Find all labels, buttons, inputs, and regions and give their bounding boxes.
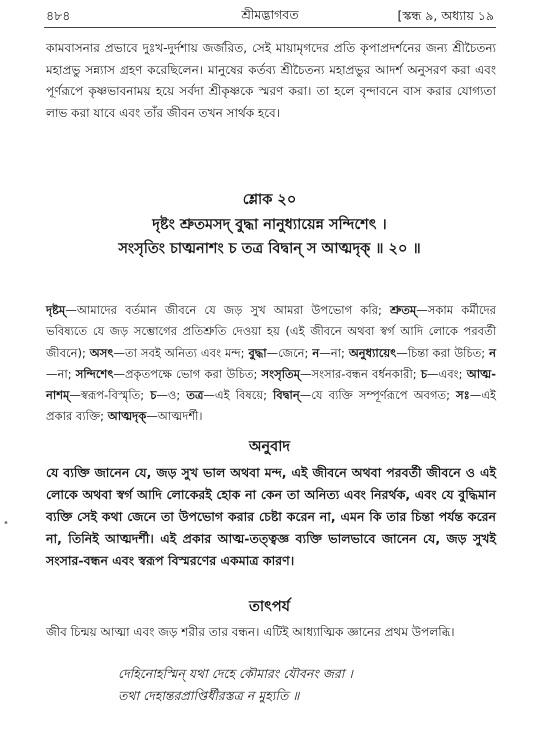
synonym-meaning: —সকাম কর্মীদের ভবিষ্যতে যে জড় সম্ভোগের প্রতিশ্রুতি দেওয়া হয় (এই জীবনে অথবা স্বর্গ আদি লোকে পরবর্তী জীবনে); xyxy=(46,303,496,360)
synonym-term: বিদ্বান্ xyxy=(273,388,300,403)
synonym-term: চ xyxy=(420,366,428,381)
synonym-meaning: —জেনে; xyxy=(266,345,313,360)
translation-heading: অনুবাদ xyxy=(248,439,291,455)
synonym-meaning: —সংসার-বন্ধন বর্ধনকারী; xyxy=(300,366,421,381)
quote-line-2: তথা দেহান্তরপ্রাপ্তির্ধীরস্তত্র ন মুহ্যতি ॥ xyxy=(118,688,300,703)
verse-line-1: দৃষ্টং শ্রুতমসদ্ বুদ্ধা নানুধ্যায়েন্ন সন্দিশেৎ । xyxy=(152,217,387,233)
synonym-meaning: —আমাদের বর্তমান জীবনে যে জড় সুখ আমরা উপভোগ করি; xyxy=(65,303,390,317)
purport-heading: তাৎপর্য xyxy=(248,599,291,615)
verse-line-2: সংসৃতিং চাত্মনাশং চ তত্র বিদ্বান্ স আত্মদৃক্ ॥ ২০ ॥ xyxy=(118,241,421,257)
synonym-term: আত্মদৃক্ xyxy=(107,409,147,424)
synonym-term: অসৎ xyxy=(89,345,114,360)
synonym-meaning: —ও; xyxy=(156,388,187,403)
header-divider xyxy=(44,27,496,28)
synonym-meaning: —না; xyxy=(46,366,76,381)
synonym-term: আত্ম-নাশম্ xyxy=(46,366,496,403)
synonym-meaning: —তা সবই অনিত্য এবং মন্দ; xyxy=(113,345,249,360)
synonym-term: ন xyxy=(312,345,320,360)
synonym-meaning: —এই প্রকার ব্যক্তি; xyxy=(46,388,497,424)
verse-title: শ্লোক ২০ xyxy=(242,192,297,208)
purport-text: জীব চিন্ময় আত্মা এবং জড় শরীর তার বন্ধন। এটিই আধ্যাত্মিক জ্ঞানের প্রথম উপলব্ধি। xyxy=(46,625,455,639)
quote-line-1: দেহিনোহস্মিন্ যথা দেহে কৌমারং যৌবনং জরা । xyxy=(118,666,353,681)
intro-paragraph: কামবাসনার প্রভাবে দুঃখ-দুর্দশায় জর্জরিত, সেই মায়ামৃগদের প্রতি কৃপাপ্রদর্শনের জন্য শ্রীচৈতন্য মহাপ্রভু সন্ন্যাস গ্রহণ করেছিলেন। মানুষের কর্তব্য শ্রীচৈতন্য মহাপ্রভুর আদর্শ অনুসরণ করা এবং পূর্ণরূপে কৃষ্ণভাবনাময় হয়ে সর্বদা শ্রীকৃষ্ণকে স্মরণ করা। তা হলে বৃন্দাবনে বাস করার যোগ্যতা লাভ করা যাবে এবং তাঁর জীবন তখন সার্থক হবে। xyxy=(46,41,496,120)
synonym-meaning: —না; xyxy=(319,345,349,360)
synonym-term: তত্র xyxy=(186,388,204,403)
translation-text: যে ব্যক্তি জানেন যে, জড় সুখ ভাল অথবা মন্দ, এই জীবনে অথবা পরবর্তী জীবনে ও এই লোকে অথবা স্বর্গ আদি লোকেরই হোক না কেন তা অনিত্য এবং নিরর্থক, এবং যে বুদ্ধিমান ব্যক্তি সেই কথা জেনে তা উপভোগ করার চেষ্টা করেন না, এমন কি তার চিন্তা পর্যন্ত করেন না, তিনিই আত্মদর্শী। এই প্রকার আত্ম-তত্ত্বজ্ঞ ব্যক্তি ভালভাবে জানেন যে, জড় সুখই সংসার-বন্ধন এবং স্বরূপ বিস্মরণের একমাত্র কারণ। xyxy=(46,465,496,568)
chapter-reference: [স্কন্ধ ৯, অধ্যায় ১৯ xyxy=(397,8,494,23)
synonym-term: শ্রুতম্ xyxy=(389,303,417,317)
synonym-meaning: —আত্মদর্শী। xyxy=(146,409,203,424)
page-header xyxy=(46,6,494,26)
synonym-term: সংসৃতিম্ xyxy=(261,366,300,381)
synonyms-paragraph xyxy=(46,300,496,428)
synonym-term: সঃ xyxy=(456,388,470,403)
synonym-meaning: —স্বরূপ-বিস্মৃতি; xyxy=(69,388,151,403)
page-number: ৪৮৪ xyxy=(46,8,71,23)
synonym-meaning: —এই বিষয়ে; xyxy=(203,388,274,403)
synonym-meaning: —এবং; xyxy=(427,366,467,381)
book-title: শ্রীমদ্ভাগবত xyxy=(241,7,299,22)
synonym-term: ন xyxy=(489,345,496,360)
synonym-term: চ xyxy=(150,388,157,403)
synonym-term: দৃষ্টম্ xyxy=(46,303,66,317)
margin-mark: • xyxy=(3,518,9,529)
synonym-term: অনুধ্যায়েৎ xyxy=(348,345,397,360)
synonym-meaning: —প্রকৃতপক্ষে ভোগ করা উচিত; xyxy=(113,366,262,381)
synonym-meaning: —চিন্তা করা উচিত; xyxy=(396,345,490,360)
synonym-meaning: —যে ব্যক্তি সম্পূর্ণরূপে অবগত; xyxy=(299,388,457,403)
synonym-term: বুদ্ধা xyxy=(248,345,267,360)
synonym-term: সন্দিশেৎ xyxy=(75,366,114,381)
